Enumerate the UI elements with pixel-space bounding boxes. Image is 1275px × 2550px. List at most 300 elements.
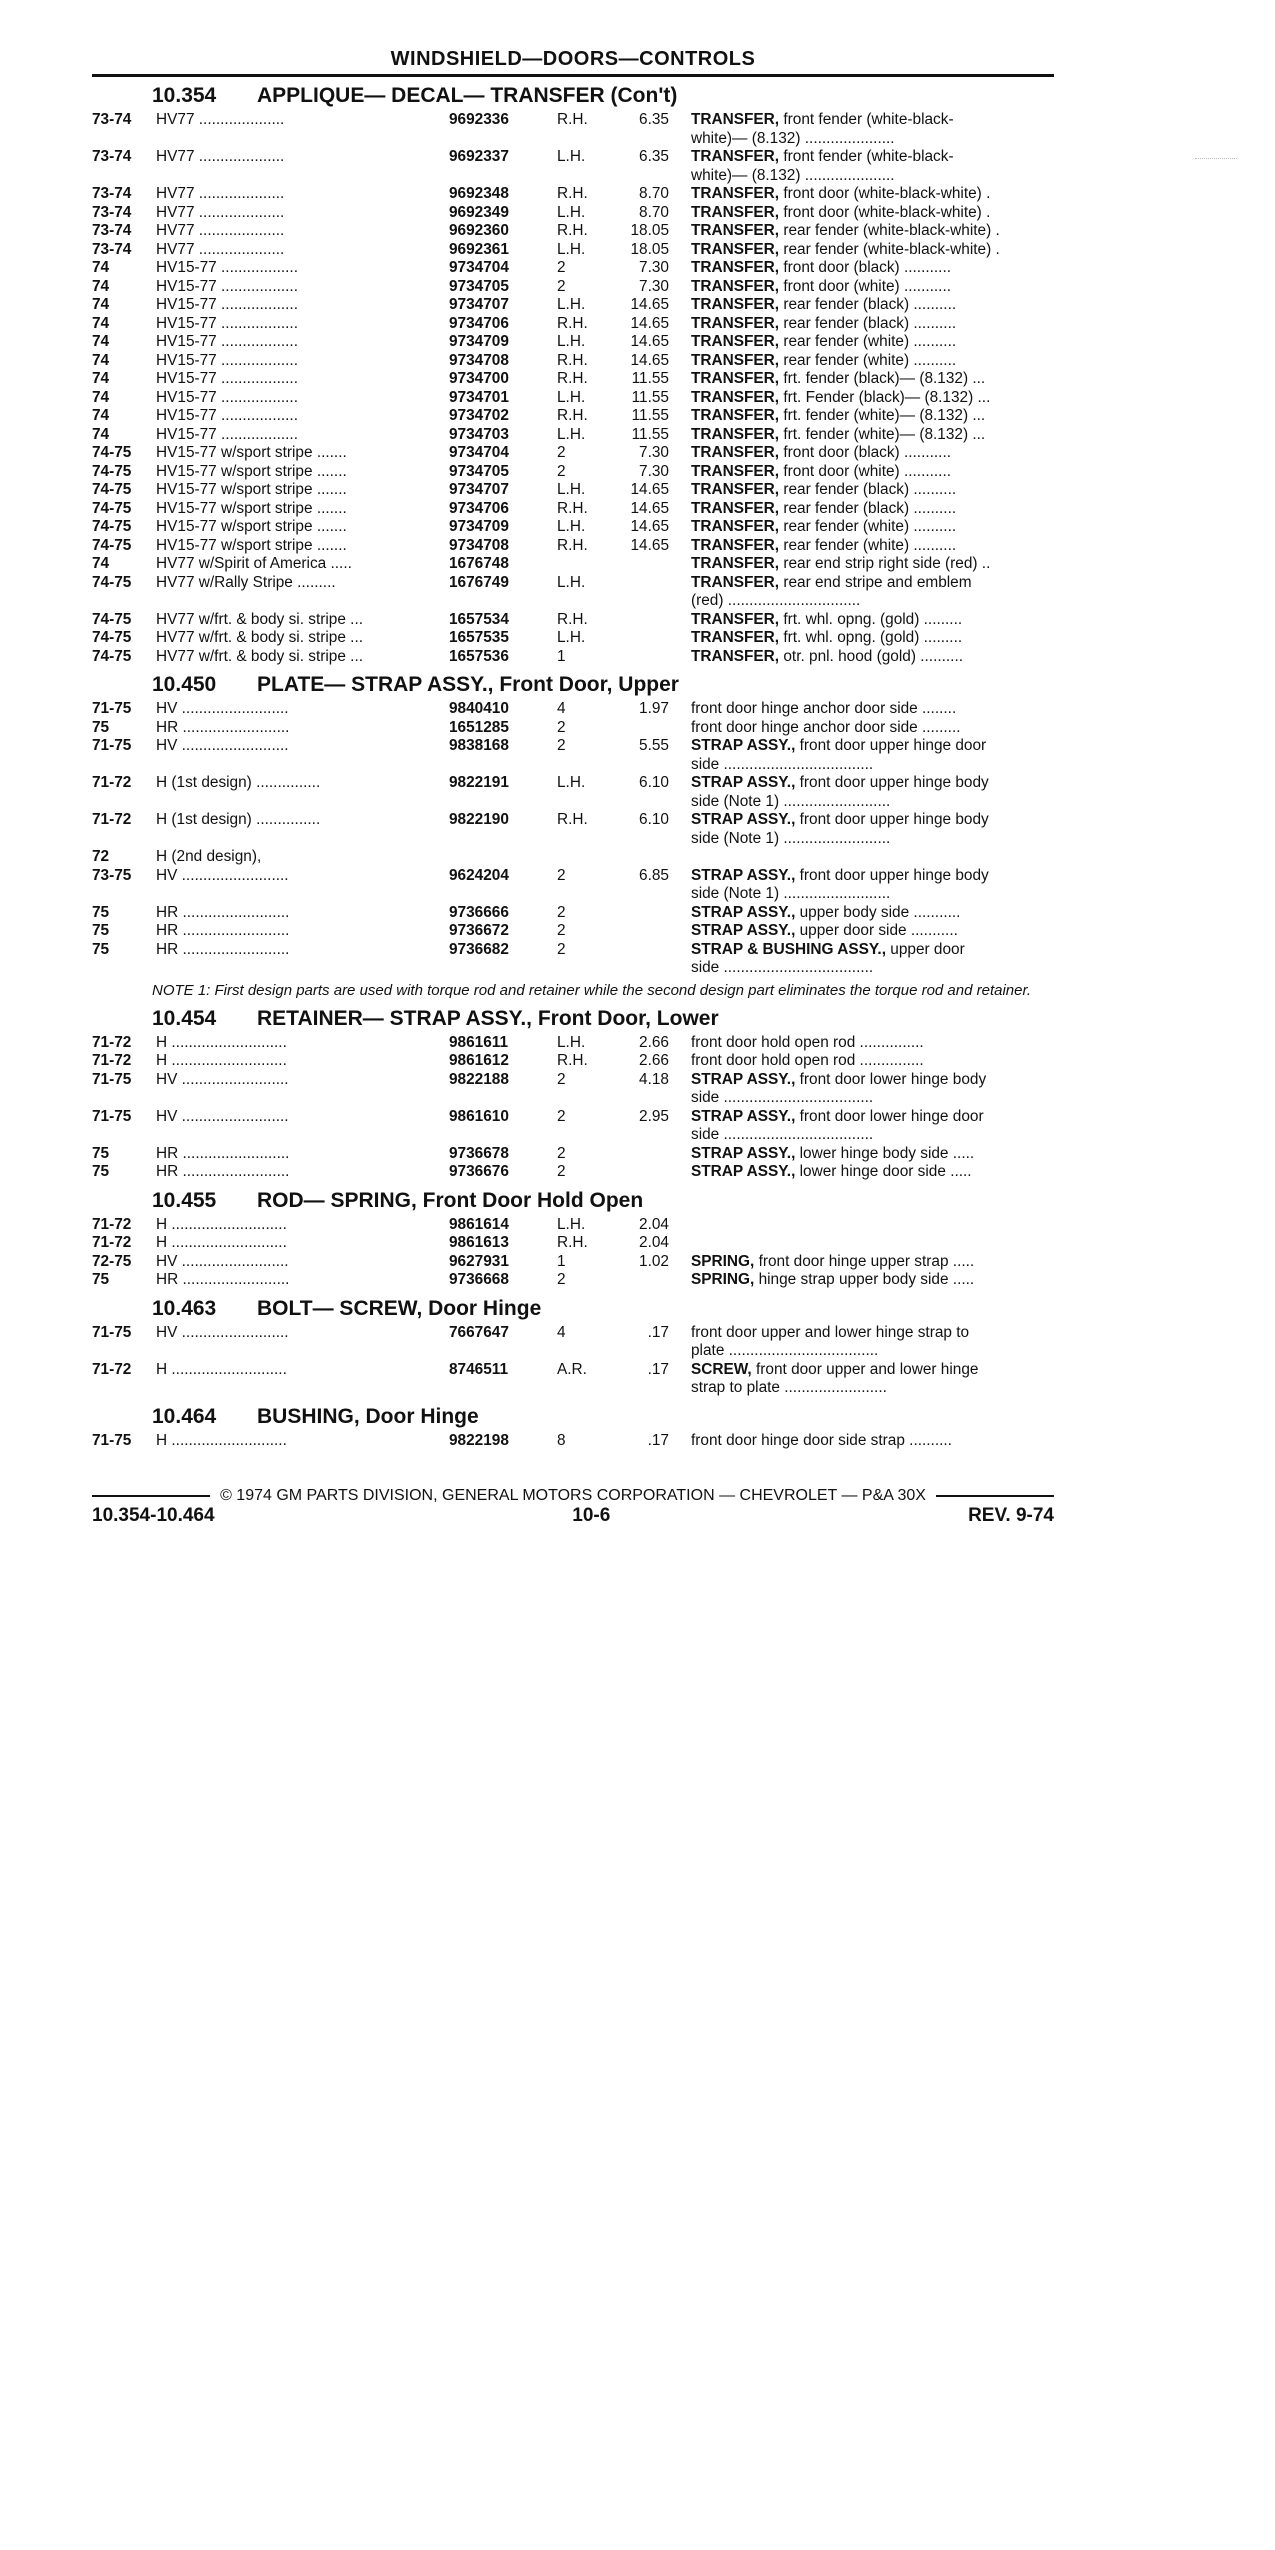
description-cell [691,333,1054,352]
year-cell: 75 [92,922,110,939]
part-row [92,148,1054,185]
side-qty-cell: 2 [557,462,566,480]
description-cell [691,352,1054,371]
section-heading [92,1404,1054,1430]
description-line [691,1163,1054,1182]
footer-meta-line [92,1506,1054,1526]
description-text: upper door [885,940,965,958]
part-number-cell: 9734707 [449,481,509,498]
part-row [92,629,1054,648]
description-text: frt. fender (black)— (8.132) ... [779,370,986,387]
description-text: front fender (white-black- [779,148,954,165]
year-cell: 74 [92,296,110,313]
side-qty-cell: R.H. [557,111,588,128]
description-line [691,1071,1054,1090]
year-cell: 71-75 [92,1323,132,1341]
section-number: 10.463 [152,1296,217,1320]
part-row [92,574,1054,611]
section-title: BOLT— SCREW, Door Hinge [257,1296,542,1320]
side-qty-cell: L.H. [557,1215,586,1233]
part-row [92,648,1054,667]
description-cell [691,611,1054,630]
description-text: frt. whl. opng. (gold) ......... [779,629,963,646]
description-continuation: strap to plate ........................ [691,1379,887,1396]
part-row [92,1253,1054,1272]
description-line [691,204,1054,223]
part-number-cell: 9822191 [449,774,509,791]
model-cell: HV77 w/frt. & body si. stripe ... [156,647,363,665]
part-row [92,1108,1054,1145]
description-line [691,555,1054,574]
side-qty-cell: R.H. [557,407,588,424]
side-qty-cell: 4 [557,700,566,717]
side-qty-cell: 2 [557,1163,566,1180]
part-number-cell: 9627931 [449,1252,509,1270]
year-cell: 74 [92,277,110,295]
model-cell: HV77 .................... [156,111,285,128]
part-number-cell: 1657536 [449,647,509,665]
description-continuation: plate ................................... [691,1342,879,1359]
side-qty-cell: L.H. [557,203,586,221]
part-number-cell: 9861610 [449,1107,509,1125]
part-row [92,500,1054,519]
description-cell [691,278,1054,297]
description-cell [691,222,1054,241]
description-text: front door hinge door side strap .......... [691,1431,952,1449]
part-row [92,1432,1054,1451]
year-cell: 71-72 [92,774,132,791]
price-cell: 5.55 [639,737,669,754]
model-cell: H ........................... [156,1360,287,1378]
part-number-cell: 1657535 [449,629,509,646]
part-number-cell: 9822188 [449,1070,509,1088]
side-qty-cell [557,848,612,867]
description-cell [691,315,1054,334]
price-cell: 4.18 [639,1070,669,1088]
year-cell: 74-75 [92,610,132,628]
year-cell: 72-75 [92,1252,132,1270]
part-row [92,352,1054,371]
part-number-cell: 7667647 [449,1323,509,1341]
side-qty-cell: 2 [557,922,566,939]
side-qty-cell: L.H. [557,518,586,535]
part-row [92,867,1054,904]
part-number-cell: 8746511 [449,1360,509,1378]
part-row [92,922,1054,941]
description-line [691,537,1054,556]
model-cell: HV77 .................... [156,222,285,239]
part-number-cell: 9734709 [449,518,509,535]
price-cell: 2.95 [639,1107,669,1125]
side-qty-cell: L.H. [557,148,586,165]
description-keyword: TRANSFER, [691,407,780,424]
margin-mark [1195,158,1237,159]
part-number-cell: 9861611 [449,1033,509,1051]
side-qty-cell: L.H. [557,333,586,350]
description-text: front door upper hinge body [795,866,989,884]
description-cell [691,1234,1054,1253]
model-cell: HV77 w/Spirit of America ..... [156,555,352,572]
model-cell: HV15-77 w/sport stripe ....... [156,499,347,517]
side-qty-cell: L.H. [557,629,586,646]
side-qty-cell: 2 [557,718,566,736]
price-cell: 14.65 [630,351,669,369]
catalog-section [92,83,1054,666]
description-line [691,648,1054,667]
model-cell: HV77 w/Rally Stripe ......... [156,573,336,591]
model-cell: HV15-77 .................. [156,277,298,295]
side-qty-cell: R.H. [557,499,588,517]
model-cell: HR ......................... [156,1163,290,1180]
model-cell: HR ......................... [156,940,290,958]
model-cell: HV ......................... [156,1070,289,1088]
part-number-cell: 1676749 [449,573,509,591]
description-line [691,463,1054,482]
year-cell: 74 [92,314,110,332]
price-cell: 6.35 [639,111,669,128]
description-keyword: TRANSFER, [691,277,780,295]
description-cell [691,629,1054,648]
model-cell: HV ......................... [156,1107,289,1125]
year-cell: 72 [92,848,110,865]
side-qty-cell: 2 [557,259,566,276]
description-line [691,811,1054,830]
price-cell [612,941,669,978]
catalog-section [92,672,1054,1000]
price-cell: .17 [647,1360,669,1378]
part-row [92,700,1054,719]
part-row [92,426,1054,445]
year-cell: 73-74 [92,148,132,165]
year-cell: 71-75 [92,1107,132,1125]
description-keyword: TRANSFER, [691,148,780,165]
part-number-cell: 9734708 [449,536,509,554]
part-row [92,111,1054,148]
description-cell [691,1361,1054,1398]
model-cell: H (1st design) ............... [156,774,321,791]
section-note: NOTE 1: First design parts are used with torque rod and retainer while the second design part eliminates the torque rod and retainer. [152,981,1032,999]
description-keyword: STRAP ASSY., [691,1163,796,1180]
description-text: upper body side ........... [795,903,961,921]
model-cell: HV15-77 w/sport stripe ....... [156,518,347,535]
page-footer [92,1486,1054,1526]
part-number-cell: 9734705 [449,277,509,295]
year-cell: 74 [92,407,110,424]
price-cell [612,848,669,867]
side-qty-cell: L.H. [557,481,586,498]
description-cell [691,1324,1054,1361]
description-cell [691,1071,1054,1108]
description-keyword: SPRING, [691,1252,755,1270]
section-heading [92,1006,1054,1032]
description-line [691,389,1054,408]
description-cell [691,719,1054,738]
description-line [691,700,1054,719]
section-title: BUSHING, Door Hinge [257,1404,479,1428]
year-cell: 71-72 [92,811,132,828]
description-line [691,296,1054,315]
part-row [92,1271,1054,1290]
price-cell: 14.65 [630,296,669,313]
part-row [92,1052,1054,1071]
part-number-cell: 9734705 [449,462,509,480]
footer-range: 10.354-10.464 [92,1505,215,1526]
description-text: rear fender (black) .......... [779,499,957,517]
description-line [691,1361,1054,1380]
model-cell: HV15-77 .................. [156,259,298,276]
part-number-cell: 9861613 [449,1234,509,1251]
part-number-cell: 1651285 [449,718,509,736]
model-cell: HV15-77 .................. [156,370,298,387]
side-qty-cell: 4 [557,1323,566,1341]
model-cell: HR ......................... [156,922,290,939]
part-number-cell: 9734706 [449,314,509,332]
price-cell: 8.70 [639,185,669,202]
price-cell [612,648,669,667]
description-text: front door upper and lower hinge strap to [691,1323,970,1341]
side-qty-cell: L.H. [557,1033,586,1051]
description-keyword: TRANSFER, [691,499,780,517]
side-qty-cell: 8 [557,1431,566,1449]
year-cell: 74-75 [92,518,132,535]
description-line [691,426,1054,445]
footer-copyright: © 1974 GM PARTS DIVISION, GENERAL MOTORS CORPORATION — CHEVROLET — P&A 30X [220,1487,926,1504]
side-qty-cell: R.H. [557,1234,588,1251]
part-number-cell: 9840410 [449,700,509,717]
description-text: front door upper and lower hinge [751,1360,979,1378]
description-cell [691,1216,1054,1235]
side-qty-cell: 2 [557,737,566,754]
year-cell: 71-72 [92,1215,132,1233]
price-cell: 1.97 [639,700,669,717]
part-number-cell: 9734700 [449,370,509,387]
part-row [92,555,1054,574]
part-number-cell: 9822198 [449,1431,509,1449]
side-qty-cell: 2 [557,277,566,295]
description-text: front door (black) ........... [779,444,951,461]
model-cell: H ........................... [156,1234,287,1251]
side-qty-cell: L.H. [557,240,586,258]
description-keyword: TRANSFER, [691,462,780,480]
description-text: rear fender (black) .......... [779,296,957,313]
description-cell [691,1034,1054,1053]
description-line [691,1034,1054,1053]
part-number-cell [449,848,557,867]
description-keyword: TRANSFER, [691,222,780,239]
model-cell: HV ......................... [156,866,289,884]
price-cell: 14.65 [630,333,669,350]
part-row [92,315,1054,334]
price-cell: 6.10 [639,774,669,791]
price-cell [612,574,669,611]
catalog-section [92,1404,1054,1451]
description-text: rear fender (white) .......... [779,536,957,554]
part-row [92,1145,1054,1164]
description-cell [691,111,1054,148]
description-text: rear fender (white-black-white) . [779,222,1000,239]
side-qty-cell: 1 [557,1252,566,1270]
description-line [691,737,1054,756]
section-heading [92,1188,1054,1214]
description-line [691,611,1054,630]
side-qty-cell: L.H. [557,573,586,591]
side-qty-cell: 2 [557,903,566,921]
price-cell: 7.30 [639,259,669,276]
model-cell: H (2nd design), [156,848,262,865]
part-number-cell: 9692349 [449,203,509,221]
part-row [92,444,1054,463]
year-cell: 75 [92,1271,110,1288]
description-text: frt. fender (white)— (8.132) ... [779,407,986,424]
part-number-cell: 9736682 [449,940,509,958]
part-number-cell: 9736666 [449,903,509,921]
side-qty-cell: R.H. [557,370,588,387]
description-keyword: TRANSFER, [691,573,780,591]
description-line [691,278,1054,297]
price-cell [612,1145,669,1164]
catalog-section [92,1188,1054,1290]
description-cell [691,1052,1054,1071]
part-row [92,333,1054,352]
part-row [92,941,1054,978]
footer-rule-left [92,1495,210,1497]
part-number-cell: 9734707 [449,296,509,313]
price-cell: 11.55 [631,370,669,387]
part-number-cell: 9734703 [449,425,509,443]
part-row [92,278,1054,297]
description-keyword: STRAP ASSY., [691,866,796,884]
part-row [92,737,1054,774]
description-cell [691,904,1054,923]
description-text: front door hold open rod ............... [691,1052,924,1069]
year-cell: 71-72 [92,1234,132,1251]
description-line [691,629,1054,648]
price-cell: 1.02 [639,1252,669,1270]
part-number-cell: 9736668 [449,1271,509,1288]
side-qty-cell: R.H. [557,536,588,554]
price-cell: .17 [647,1431,669,1449]
model-cell: HV15-77 w/sport stripe ....... [156,462,347,480]
price-cell [612,904,669,923]
model-cell: HV77 w/frt. & body si. stripe ... [156,610,363,628]
part-row [92,719,1054,738]
section-heading [92,672,1054,698]
side-qty-cell: 2 [557,1107,566,1125]
description-text: front door (white-black-white) . [779,185,991,202]
year-cell: 71-75 [92,700,132,717]
description-cell [691,737,1054,774]
section-heading [92,1296,1054,1322]
section-number: 10.454 [152,1006,217,1030]
section-title: RETAINER— STRAP ASSY., Front Door, Lower [257,1006,719,1030]
description-line [691,922,1054,941]
price-cell [612,719,669,738]
description-text: upper door side ........... [795,922,958,939]
year-cell: 74-75 [92,629,132,646]
part-number-cell: 9736672 [449,922,509,939]
part-row [92,1234,1054,1253]
part-row [92,296,1054,315]
description-text: rear fender (white) .......... [779,351,957,369]
description-line [691,111,1054,130]
description-cell [691,867,1054,904]
footer-rule-right [936,1495,1054,1497]
footer-page-number: 10-6 [572,1505,611,1526]
side-qty-cell: 2 [557,940,566,958]
price-cell: 2.04 [639,1234,669,1251]
year-cell: 74-75 [92,536,132,554]
description-keyword: STRAP ASSY., [691,811,796,828]
description-keyword: TRANSFER, [691,629,780,646]
price-cell [612,555,669,574]
year-cell: 75 [92,1144,110,1162]
catalog-section [92,1296,1054,1398]
side-qty-cell: 2 [557,1070,566,1088]
description-text: front door lower hinge door [795,1107,984,1125]
description-keyword: STRAP ASSY., [691,922,796,939]
side-qty-cell: R.H. [557,1052,588,1069]
description-keyword: SCREW, [691,1360,752,1378]
description-cell [691,1432,1054,1451]
part-row [92,1324,1054,1361]
model-cell: HR ......................... [156,1144,290,1162]
year-cell: 71-75 [92,1431,132,1449]
model-cell: HV15-77 w/sport stripe ....... [156,444,347,461]
model-cell: HV ......................... [156,1323,289,1341]
description-text: lower hinge body side ..... [795,1144,975,1162]
description-text: rear end stripe and emblem [779,573,972,591]
description-text: front door (white) ........... [779,277,951,295]
description-text: hinge strap upper body side ..... [754,1271,975,1288]
year-cell: 74-75 [92,573,132,591]
description-keyword: TRANSFER, [691,370,780,387]
price-cell [612,922,669,941]
description-keyword: TRANSFER, [691,518,780,535]
part-number-cell: 9734702 [449,407,509,424]
description-line [691,774,1054,793]
part-row [92,204,1054,223]
part-row [92,463,1054,482]
description-line [691,481,1054,500]
description-keyword: STRAP & BUSHING ASSY., [691,940,886,958]
price-cell: 7.30 [639,462,669,480]
description-cell [691,148,1054,185]
description-cell [691,537,1054,556]
description-text: front door upper hinge door [795,737,987,754]
year-cell: 71-75 [92,737,132,754]
description-cell [691,296,1054,315]
price-cell: 18.05 [630,240,669,258]
price-cell: 6.85 [639,866,669,884]
price-cell: 18.05 [630,222,669,239]
side-qty-cell: 2 [557,444,566,461]
part-row [92,848,1054,867]
part-number-cell: 9692336 [449,111,509,128]
section-title: PLATE— STRAP ASSY., Front Door, Upper [257,673,679,696]
description-line [691,1324,1054,1343]
footer-revision: REV. 9-74 [968,1505,1054,1526]
description-text: front door hinge anchor door side ........ [691,700,957,717]
description-line [691,941,1054,960]
year-cell: 71-72 [92,1052,132,1069]
section-number: 10.450 [152,673,217,696]
description-line [691,518,1054,537]
part-number-cell: 9734708 [449,351,509,369]
part-row [92,185,1054,204]
description-line [691,315,1054,334]
description-text: front fender (white-black- [779,111,954,128]
description-cell [691,1163,1054,1182]
